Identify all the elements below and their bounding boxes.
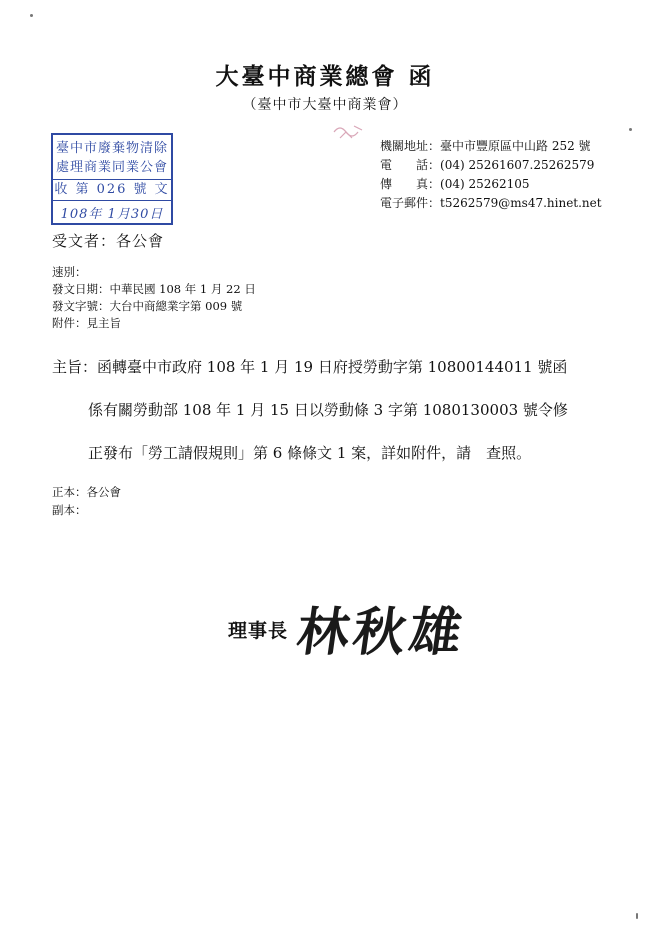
- copy-recipients: 副本：: [52, 503, 87, 517]
- fax-label: 傳 真：: [380, 177, 441, 191]
- email-value: t5262579@ms47.hinet.net: [440, 196, 602, 210]
- signatory-title: 理事長: [228, 620, 289, 642]
- attachment-field: 附件：見主旨: [52, 316, 121, 330]
- phone-line: [380, 156, 602, 175]
- doc-number-field: 發文字號：大台中商總業字第 009 號: [52, 299, 243, 313]
- subject-line-1: 主旨：函轉臺中市政府 108 年 1 月 19 日府授勞動字第 10800144011 號函: [52, 358, 568, 376]
- primary-recipients: 正本：各公會: [52, 485, 121, 499]
- fax-value: (04) 25262105: [440, 177, 530, 191]
- letter-title: 大臺中商業總會 函: [215, 63, 435, 90]
- email-line: [380, 194, 602, 213]
- stamp-org-line1: 臺中市廢棄物清除: [55, 141, 168, 156]
- document-meta: [52, 264, 256, 332]
- stamp-received-date: 108年 1月30日: [60, 207, 164, 222]
- subject-line-2: 係有關勞動部 108 年 1 月 15 日以勞動條 3 字第 1080130003 號令修: [88, 401, 568, 419]
- recipient: 受文者：各公會: [52, 232, 165, 250]
- address-value: 臺中市豐原區中山路 252 號: [440, 139, 591, 153]
- received-stamp: [51, 133, 173, 225]
- faint-seal-icon: [330, 118, 370, 146]
- stamp-org-line2: 處理商業同業公會: [55, 160, 168, 175]
- fax-line: [380, 175, 602, 194]
- address-label: 機關地址：: [380, 139, 441, 153]
- stamp-received-number: 收 第 026 號 文: [53, 179, 171, 201]
- phone-label: 電 話：: [380, 158, 441, 172]
- signatory-name: 林秋雄: [293, 602, 470, 663]
- issue-date-field: 發文日期：中華民國 108 年 1 月 22 日: [52, 282, 256, 296]
- scan-speck: [636, 913, 638, 919]
- email-label: 電子郵件：: [380, 196, 441, 210]
- letter-subtitle: （臺中市大臺中商業會）: [242, 97, 408, 113]
- scan-speck: [629, 128, 632, 131]
- contact-block: [380, 137, 602, 213]
- address-line: [380, 137, 602, 156]
- subject-block: [52, 346, 612, 475]
- scan-speck: [30, 14, 33, 17]
- speed-field: 速別：: [52, 265, 87, 279]
- phone-value: (04) 25261607.25262579: [440, 158, 595, 172]
- subject-line-3: 正發布「勞工請假規則」第 6 條條文 1 案，詳如附件，請 查照。: [88, 444, 532, 462]
- distribution-block: [52, 483, 121, 519]
